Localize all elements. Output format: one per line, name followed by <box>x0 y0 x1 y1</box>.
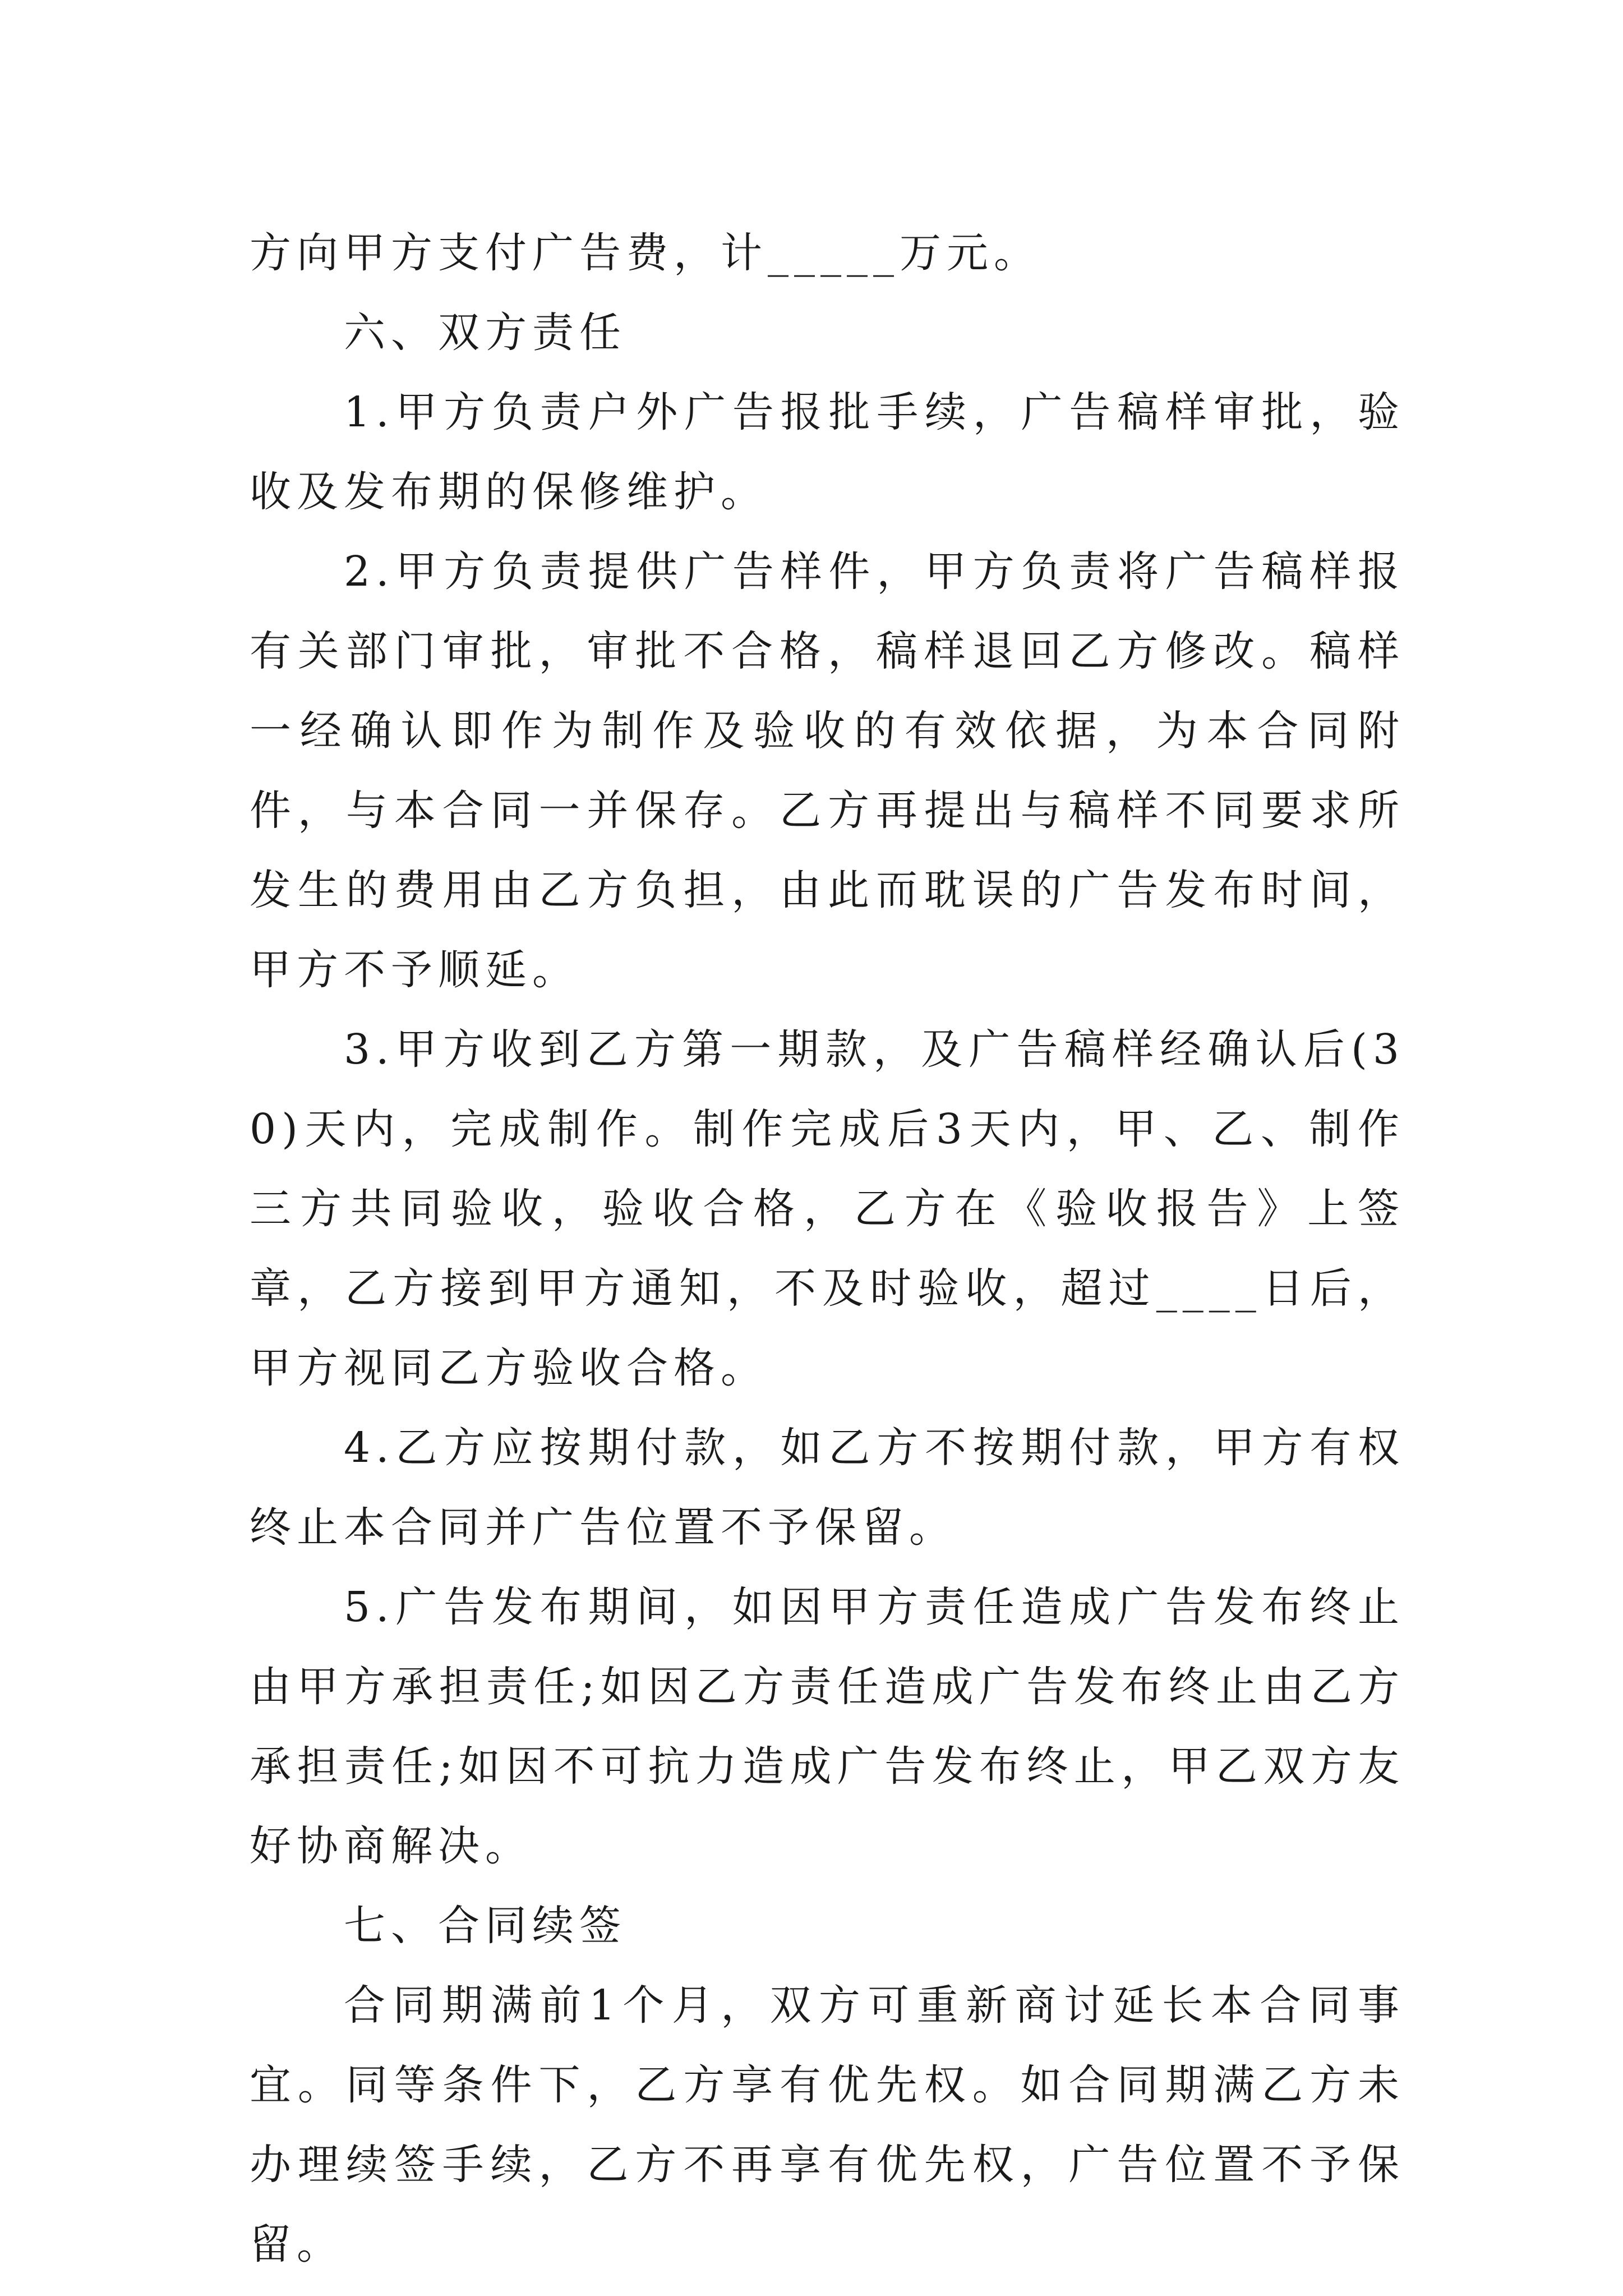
document-body <box>250 213 1405 2284</box>
paragraph-clause-1: 1.甲方负责户外广告报批手续，广告稿样审批，验收及发布期的保修维护。 <box>250 388 1405 516</box>
paragraph-payment-amount: 方向甲方支付广告费，计_____万元。 <box>250 229 1041 277</box>
section-heading-responsibilities: 六、双方责任 <box>344 309 626 357</box>
paragraph-clause-4: 4.乙方应按期付款，如乙方不按期付款，甲方有权终止本合同并广告位置不予保留。 <box>250 1424 1405 1552</box>
section-heading-renewal: 七、合同续签 <box>344 1902 626 1950</box>
paragraph-clause-2: 2.甲方负责提供广告样件，甲方负责将广告稿样报有关部门审批，审批不合格，稿样退回乙方修改。稿样一经确认即作为制作及验收的有效依据，为本合同附件，与本合同一并保存。乙方再提出与稿样不同要求所发生的费用由乙方负担，由此而耽误的广告发布时间，甲方不予顺延。 <box>250 547 1405 994</box>
paragraph-renewal: 合同期满前1个月，双方可重新商讨延长本合同事宜。同等条件下，乙方享有优先权。如合同期满乙方未办理续签手续，乙方不再享有优先权，广告位置不予保留。 <box>250 1981 1405 2269</box>
paragraph-clause-3: 3.甲方收到乙方第一期款，及广告稿样经确认后(30)天内，完成制作。制作完成后3天内，甲、乙、制作三方共同验收，验收合格，乙方在《验收报告》上签章，乙方接到甲方通知，不及时验收，超过____日后，甲方视同乙方验收合格。 <box>250 1025 1405 1392</box>
paragraph-clause-5: 5.广告发布期间，如因甲方责任造成广告发布终止由甲方承担责任;如因乙方责任造成广告发布终止由乙方承担责任;如因不可抗力造成广告发布终止，甲乙双方友好协商解决。 <box>250 1583 1405 1870</box>
